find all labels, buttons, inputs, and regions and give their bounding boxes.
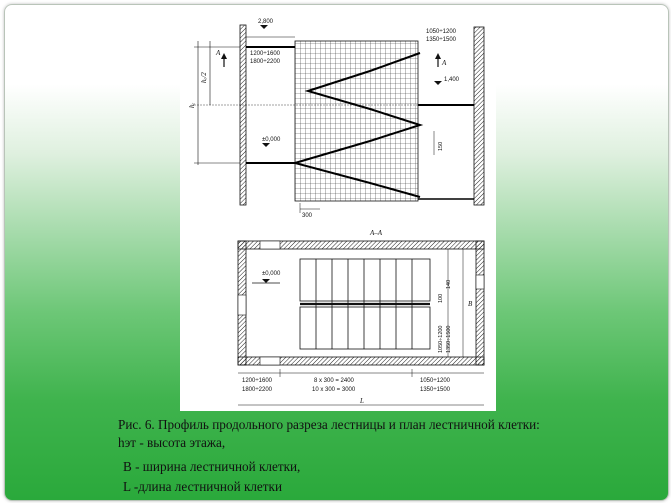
staircase-drawing [180, 13, 496, 411]
dim-tread: 300 [302, 213, 313, 219]
plan-v3: 100 [438, 293, 444, 303]
caption-line-1: Рис. 6. Профиль продольного разреза лестницы и план лестничной клетки: [118, 417, 540, 432]
drawing-svg [180, 13, 496, 411]
plan-left-b: 1800÷2200 [242, 387, 272, 393]
length-letter: L [360, 397, 364, 405]
plan-v4: 140 [446, 279, 452, 289]
dim-right-top-a: 1050÷1200 [426, 29, 456, 35]
plan-right-a: 1050÷1200 [420, 378, 450, 384]
cut-mark-right: А [442, 59, 447, 67]
plan-left-a: 1200÷1600 [242, 378, 272, 384]
dim-right-top-b: 1350÷1500 [426, 37, 456, 43]
stair-grid [295, 41, 418, 201]
section-left-wall [240, 25, 246, 205]
dim-riser: 150 [438, 141, 444, 151]
section-right-wall [474, 27, 484, 205]
caption-line-2: hэт - высота этажа, [118, 435, 226, 450]
plan-v2: 1350÷1500 [446, 325, 452, 353]
section-label: А–А [370, 229, 383, 237]
plan-right-b: 1350÷1500 [420, 387, 450, 393]
figure-caption [118, 416, 638, 496]
slide [4, 4, 669, 501]
dim-zero-level: ±0,000 [262, 137, 281, 143]
dim-floor-height: hₑ [188, 102, 196, 108]
dim-mid-level: 1,400 [444, 77, 460, 83]
caption-line-4: L -длина лестничной клетки [123, 479, 283, 494]
dim-landing-top-b: 1800÷2200 [250, 59, 280, 65]
plan-mid-b: 10 x 300 = 3000 [312, 387, 356, 393]
cut-mark-left: А [216, 49, 221, 57]
dim-landing-top-a: 1200÷1600 [250, 51, 280, 57]
plan-mid-a: 8 x 300 = 2400 [314, 378, 354, 384]
plan-zero-level: ±0,000 [262, 271, 281, 277]
plan-right-wall [476, 241, 484, 365]
width-letter: B [468, 300, 473, 308]
plan-v1: 1050÷1200 [438, 325, 444, 353]
caption-line-3: В - ширина лестничной клетки, [123, 459, 301, 474]
dim-top-height: 2,800 [258, 19, 274, 25]
dim-half-height: hₑ/2 [200, 72, 208, 83]
